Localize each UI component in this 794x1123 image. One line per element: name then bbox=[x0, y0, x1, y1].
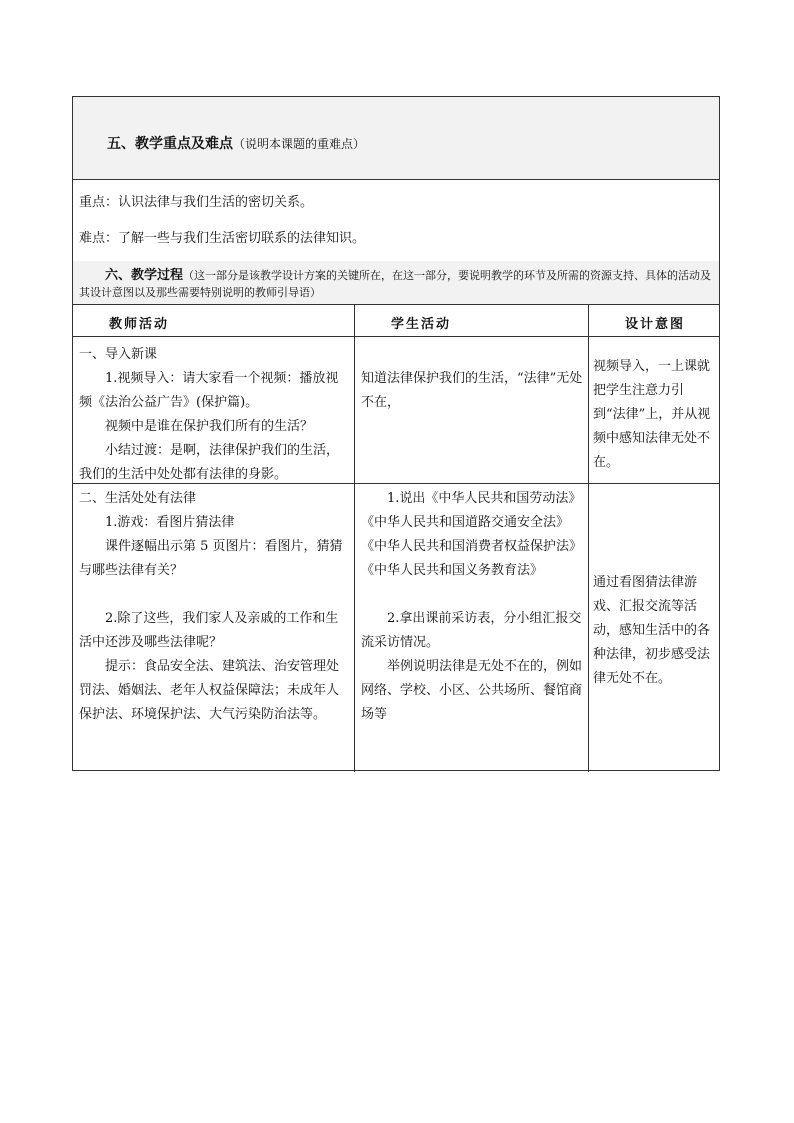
column-divider bbox=[354, 337, 355, 772]
section-6-note: （这一部分是该教学设计方案的关键所在，在这一部分，要说明教学的环节及所需的资源支持、具体的活动及其设计意图以及那些需要特别说明的教师引导语） bbox=[79, 269, 712, 299]
row1-intent-cell bbox=[593, 355, 715, 475]
row1-teacher-line: 一、导入新课 bbox=[79, 347, 158, 362]
section-6-text bbox=[79, 267, 715, 301]
section-6-header bbox=[73, 261, 719, 305]
row2-intent-cell bbox=[593, 571, 715, 691]
row1-student-line: 知道法律保护我们的生活，“法律”无处不在， bbox=[361, 371, 583, 410]
section-6-title: 六、教学过程 bbox=[105, 268, 184, 283]
row1-teacher-line: 1.视频导入：请大家看一个视频：播放视频《法治公益广告》(保护篇)。 bbox=[79, 371, 339, 410]
spacer bbox=[79, 583, 351, 607]
row1-teacher-cell bbox=[79, 343, 351, 487]
row1-intent-line: 视频导入，一上课就把学生注意力引到“法律”上，并从视频中感知法律无处不在。 bbox=[593, 359, 711, 470]
difficult-point: 难点：了解一些与我们生活密切联系的法律知识。 bbox=[79, 231, 366, 246]
row2-teacher-line: 2.除了这些，我们家人及亲戚的工作和生活中还涉及哪些法律呢？ bbox=[79, 611, 339, 650]
row-divider bbox=[589, 483, 719, 484]
row2-student-cell bbox=[361, 487, 583, 727]
lesson-plan-table bbox=[72, 96, 720, 771]
row2-intent-line: 通过看图猜法律游戏、汇报交流等活动，感知生活中的各种法律，初步感受法律无处不在。 bbox=[593, 575, 711, 686]
section-5-title: 五、教学重点及难点（说明本课题的重难点） bbox=[107, 136, 366, 152]
section-5-header bbox=[73, 97, 719, 180]
header-student-activity: 学生活动 bbox=[355, 304, 589, 337]
row2-teacher-line: 二、生活处处有法律 bbox=[79, 491, 197, 506]
row2-student-line: 2.拿出课前采访表，分小组汇报交流采访情况。 bbox=[361, 611, 582, 650]
row2-student-line: 1.说出《中华人民共和国劳动法》《中华人民共和国道路交通安全法》《中华人民共和国消费者权益保护法》《中华人民共和国义务教育法》 bbox=[361, 491, 583, 578]
row1-student-cell bbox=[361, 367, 583, 415]
header-design-intent: 设计意图 bbox=[589, 304, 719, 337]
header-teacher-activity: 教师活动 bbox=[73, 304, 355, 337]
row2-teacher-line: 1.游戏：看图片猜法律 bbox=[105, 515, 235, 530]
row1-teacher-line: 小结过渡：是啊，法律保护我们的生活，我们的生活中处处都有法律的身影。 bbox=[79, 443, 340, 482]
row2-teacher-cell bbox=[79, 487, 351, 727]
key-points-block bbox=[73, 179, 719, 262]
spacer bbox=[361, 583, 583, 607]
section-5-note: （说明本课题的重难点） bbox=[233, 137, 366, 151]
row2-student-line: 举例说明法律是无处不在的，例如网络、学校、小区、公共场所、餐馆商场等 bbox=[361, 659, 583, 722]
row2-teacher-line: 提示：食品安全法、建筑法、治安管理处罚法、婚姻法、老年人权益保障法；未成年人保护法、环境保护法、大气污染防治法等。 bbox=[79, 659, 340, 722]
row1-teacher-line: 视频中是谁在保护我们所有的生活？ bbox=[105, 419, 314, 434]
column-divider bbox=[588, 337, 589, 772]
row2-teacher-line: 课件逐幅出示第 5 页图片：看图片，猜猜与哪些法律有关？ bbox=[79, 539, 343, 578]
key-point: 重点：认识法律与我们生活的密切关系。 bbox=[79, 195, 314, 210]
